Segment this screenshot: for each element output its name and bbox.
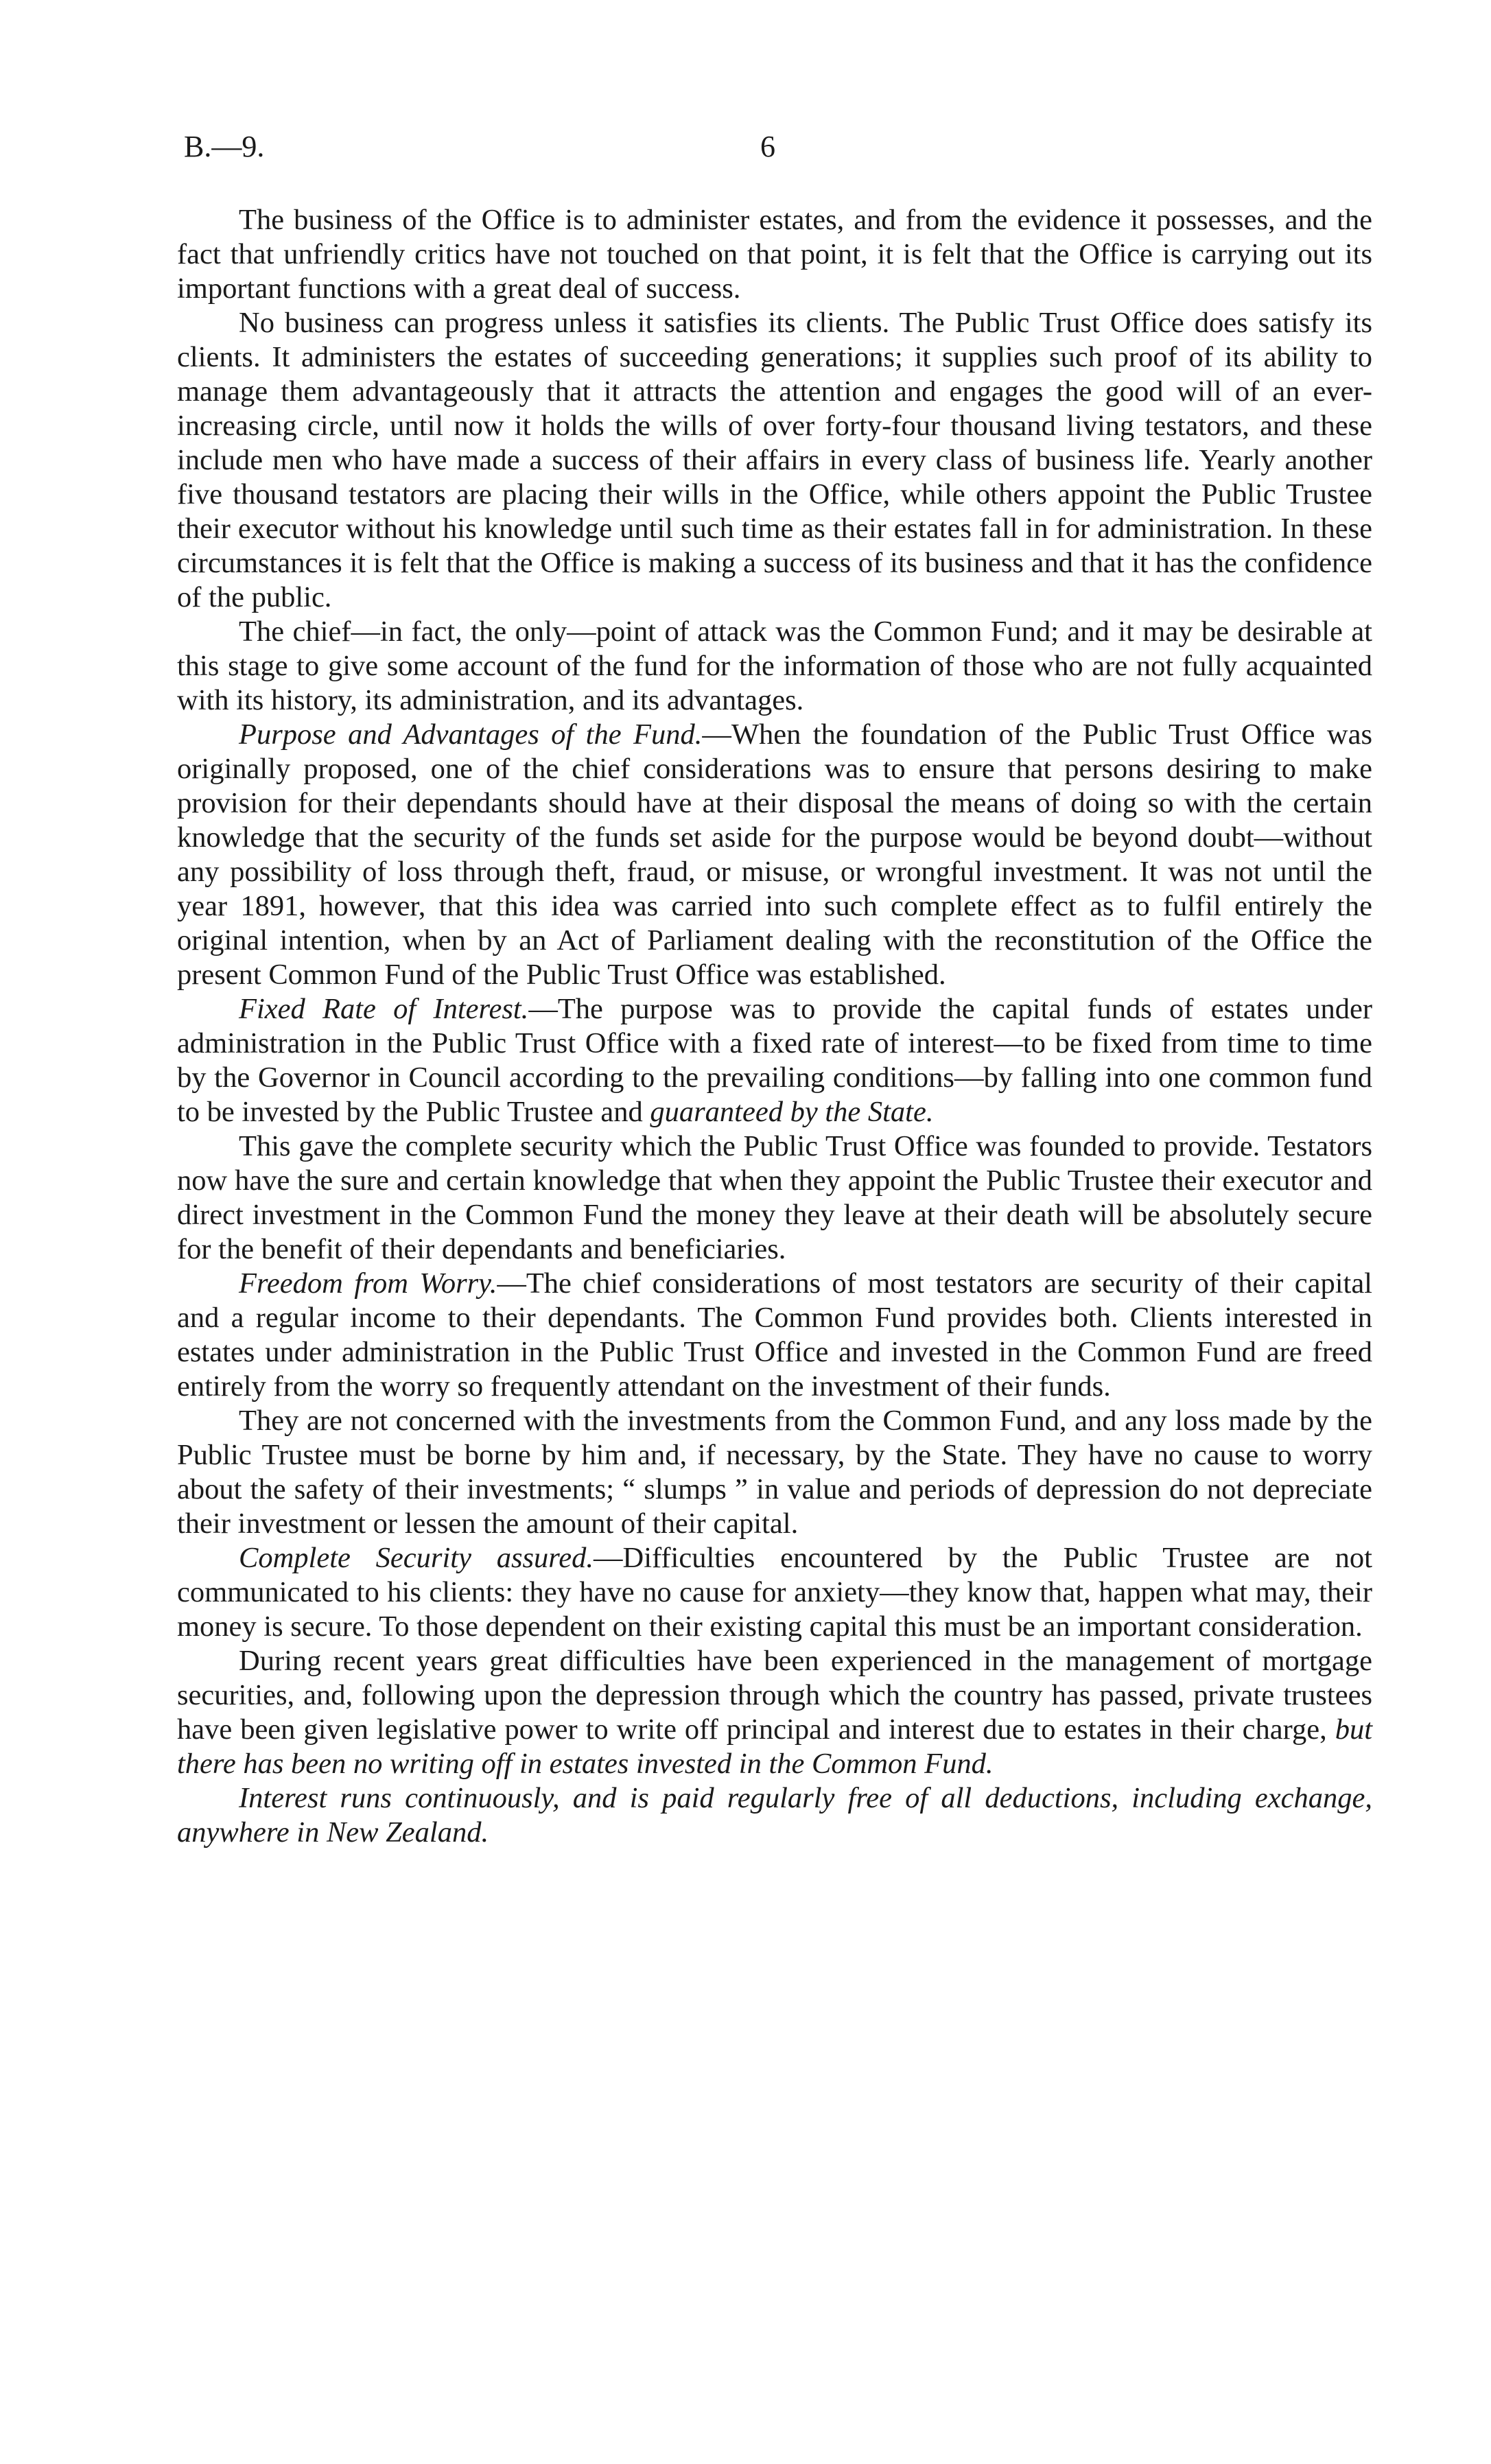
paragraph xyxy=(177,1129,1372,1267)
paragraph xyxy=(177,615,1372,718)
paragraph-text: The chief—in fact, the only—point of attack was the Common Fund; and it may be desirable at this stage to give some account of the fund for the information of those who are not fully acquainted with its history, its administration, and its advantages. xyxy=(177,615,1372,716)
paragraph-text: This gave the complete security which the Public Trust Office was founded to provide. Testators now have the sure and certain knowledge that when they appoint the Public Trustee their executor and direct investment in the Common Fund the money they leave at their death will be absolutely secure for the benefit of their dependants and beneficiaries. xyxy=(177,1130,1372,1265)
page-header xyxy=(184,129,1307,170)
page-number: 6 xyxy=(760,130,775,163)
paragraph-lead: Interest runs continuously, and is paid regularly free of all deductions, including exchange, anywhere in New Zealand. xyxy=(177,1782,1372,1849)
paragraph-text: —When the foundation of the Public Trust Office was originally proposed, one of the chief considerations was to ensure that persons desiring to make provision for their dependants should have at their disposal the means of doing so with the certain knowledge that the security of the funds set aside for the purpose would be beyond doubt—without any possibility of loss through theft, fraud, or misuse, or wrongful investment. It was not until the year 1891, however, that this idea was carried into such complete effect as to fulfil entirely the original intention, when by an Act of Parliament dealing with the reconstitution of the Office the present Common Fund of the Public Trust Office was established. xyxy=(177,718,1372,991)
paragraph-text: The business of the Office is to administer estates, and from the evidence it possesses, and the fact that unfriendly critics have not touched on that point, it is felt that the Office is carrying out its important functions with a great deal of success. xyxy=(177,204,1372,305)
paragraph-lead: Complete Security assured. xyxy=(239,1542,594,1574)
paragraph xyxy=(177,1267,1372,1404)
paragraph xyxy=(177,992,1372,1129)
paragraph-lead: Fixed Rate of Interest. xyxy=(239,993,529,1025)
paragraph xyxy=(177,1541,1372,1644)
paragraph-text: No business can progress unless it satisfies its clients. The Public Trust Office does satisfy its clients. It administers the estates of succeeding generations; it supplies such proof of its ability to manage them advantageously that it attracts the attention and engages the good will of an ever-increasing circle, until now it holds the wills of over forty-four thousand living testators, and these include men who have made a success of their affairs in every class of business life. Yearly another five thousand testators are placing their wills in the Office, while others appoint the Public Trustee their executor without his knowledge until such time as their estates fall in for administration. In these circumstances it is felt that the Office is making a success of its business and that it has the confidence of the public. xyxy=(177,307,1372,613)
paragraph xyxy=(177,306,1372,615)
paragraph-text: During recent years great difficulties have been experienced in the management of mortgage securities, and, following upon the depression through which the country has passed, private trustees have been given legislative power to write off principal and interest due to estates in their charge, xyxy=(177,1645,1372,1746)
paragraph xyxy=(177,1644,1372,1781)
paragraph-lead: Purpose and Advantages of the Fund. xyxy=(239,718,703,751)
paragraph xyxy=(177,718,1372,992)
paragraph-text: —The chief considerations of most testators are security of their capital and a regular income to their dependants. The Common Fund provides both. Clients interested in estates under administration in the Public Trust Office and invested in the Common Fund are freed entirely from the worry so frequently attendant on the investment of their funds. xyxy=(177,1267,1372,1403)
paragraph-lead: Freedom from Worry. xyxy=(239,1267,497,1300)
paragraph xyxy=(177,203,1372,306)
paragraph-text: —The purpose was to provide the capital funds of estates under administration in the Public Trust Office with a fixed rate of interest—to be fixed from time to time by the Governor in Council according to the prevailing conditions—by falling into one common fund to be invested by the Public Trustee and xyxy=(177,993,1372,1128)
paragraph-text: They are not concerned with the investments from the Common Fund, and any loss made by the Public Trustee must be borne by him and, if necessary, by the State. They have no cause to worry about the safety of their investments; “ slumps ” in value and periods of depression do not depreciate their investment or lessen the amount of their capital. xyxy=(177,1405,1372,1540)
body-text xyxy=(177,203,1372,1850)
paragraph-italic-tail: but there has been no writing off in estates invested in the Common Fund. xyxy=(177,1713,1372,1780)
paragraph xyxy=(177,1404,1372,1541)
document-code: B.—9. xyxy=(184,130,265,163)
paragraph-italic-tail: guaranteed by the State. xyxy=(650,1096,934,1128)
paragraph xyxy=(177,1781,1372,1850)
paragraph-text: —Difficulties encountered by the Public Trustee are not communicated to his clients: they have no cause for anxiety—they know that, happen what may, their money is secure. To those dependent on their existing capital this must be an important consideration. xyxy=(177,1542,1372,1643)
